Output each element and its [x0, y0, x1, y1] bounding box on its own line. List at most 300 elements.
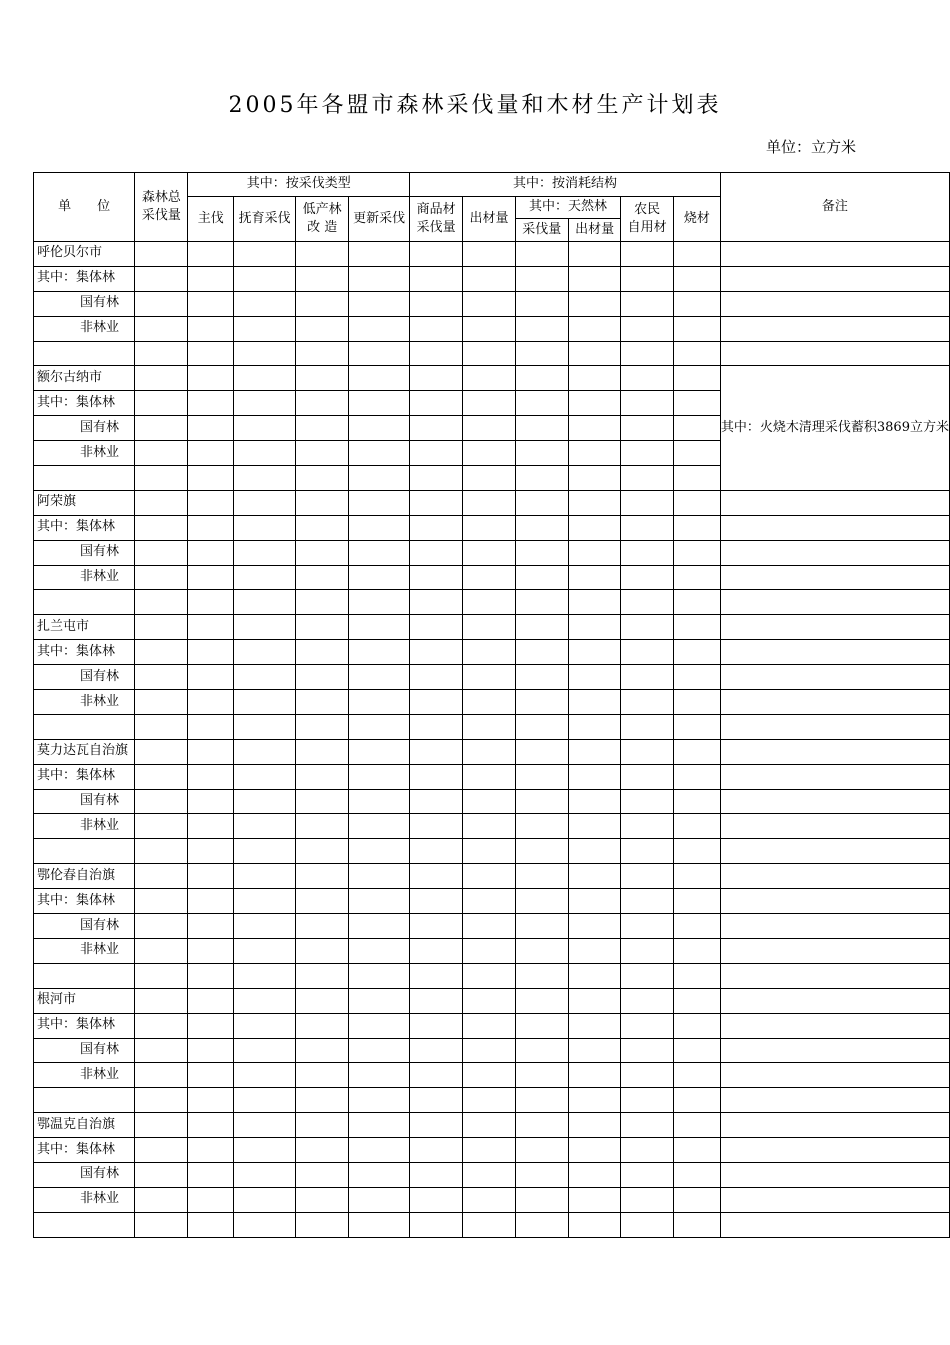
- value-cell: [720, 316, 949, 341]
- value-cell: [568, 266, 621, 291]
- value-cell: [463, 540, 516, 565]
- value-cell: [410, 1187, 463, 1212]
- sub-collective-label: 其中：集体林: [34, 640, 135, 665]
- value-cell: [349, 938, 410, 963]
- value-cell: [463, 1162, 516, 1187]
- value-cell: [410, 1038, 463, 1063]
- value-cell: [720, 1138, 949, 1163]
- value-cell: [234, 490, 296, 515]
- value-cell: [673, 515, 720, 540]
- page-title: 2005年各盟市森林采伐量和木材生产计划表: [228, 93, 722, 118]
- region-name: 额尔古纳市: [34, 366, 135, 391]
- sub-state-label: 国有林: [34, 540, 135, 565]
- header-firewood: 烧材: [673, 197, 720, 242]
- value-cell: [410, 1063, 463, 1088]
- value-cell: [188, 640, 234, 665]
- value-cell: [621, 1212, 674, 1237]
- value-cell: [515, 938, 568, 963]
- value-cell: [296, 739, 349, 764]
- header-remarks: 备注: [720, 173, 949, 242]
- value-cell: [410, 341, 463, 366]
- value-cell: [296, 714, 349, 739]
- value-cell: [410, 714, 463, 739]
- value-cell: [410, 665, 463, 690]
- value-cell: [349, 1187, 410, 1212]
- value-cell: [234, 714, 296, 739]
- value-cell: [234, 764, 296, 789]
- value-cell: [349, 1013, 410, 1038]
- value-cell: [568, 1138, 621, 1163]
- value-cell: [568, 864, 621, 889]
- header-output: 出材量: [463, 197, 516, 242]
- value-cell: [515, 341, 568, 366]
- value-cell: [234, 266, 296, 291]
- value-cell: [463, 963, 516, 988]
- value-cell: [621, 914, 674, 939]
- value-cell: [349, 665, 410, 690]
- value-cell: [720, 764, 949, 789]
- value-cell: [568, 242, 621, 267]
- value-cell: [296, 640, 349, 665]
- value-cell: [188, 291, 234, 316]
- value-cell: [296, 1088, 349, 1113]
- value-cell: [673, 565, 720, 590]
- value-cell: [621, 366, 674, 391]
- value-cell: [349, 1038, 410, 1063]
- value-cell: [188, 764, 234, 789]
- header-natural-output: 出材量: [568, 219, 621, 242]
- value-cell: [673, 789, 720, 814]
- value-cell: [568, 515, 621, 540]
- value-cell: [463, 441, 516, 466]
- value-cell: [568, 366, 621, 391]
- header-total-harvest: [135, 173, 188, 242]
- value-cell: [673, 416, 720, 441]
- value-cell: [515, 1063, 568, 1088]
- value-cell: [568, 391, 621, 416]
- sub-state-label: 国有林: [34, 914, 135, 939]
- value-cell: [720, 1187, 949, 1212]
- value-cell: [296, 1063, 349, 1088]
- header-cut-main: 主伐: [188, 197, 234, 242]
- value-cell: [410, 938, 463, 963]
- value-cell: [135, 864, 188, 889]
- value-cell: [720, 266, 949, 291]
- sub-state-label: 国有林: [34, 1162, 135, 1187]
- value-cell: [135, 1162, 188, 1187]
- value-cell: [515, 466, 568, 491]
- value-cell: [135, 366, 188, 391]
- value-cell: [568, 814, 621, 839]
- value-cell: [296, 1113, 349, 1138]
- value-cell: [720, 1113, 949, 1138]
- value-cell: [463, 814, 516, 839]
- value-cell: [568, 441, 621, 466]
- value-cell: [673, 266, 720, 291]
- value-cell: [188, 1113, 234, 1138]
- header-cut-renew: 更新采伐: [349, 197, 410, 242]
- value-cell: [463, 714, 516, 739]
- value-cell: [673, 665, 720, 690]
- value-cell: [515, 814, 568, 839]
- value-cell: [673, 1013, 720, 1038]
- value-cell: [720, 988, 949, 1013]
- blank-cell: [34, 714, 135, 739]
- value-cell: [673, 466, 720, 491]
- value-cell: [234, 1113, 296, 1138]
- value-cell: [621, 341, 674, 366]
- value-cell: [568, 1162, 621, 1187]
- value-cell: [568, 1063, 621, 1088]
- value-cell: [673, 590, 720, 615]
- value-cell: [673, 341, 720, 366]
- value-cell: [234, 515, 296, 540]
- value-cell: [720, 540, 949, 565]
- value-cell: [673, 391, 720, 416]
- value-cell: [410, 242, 463, 267]
- value-cell: [568, 1187, 621, 1212]
- value-cell: [673, 1138, 720, 1163]
- value-cell: [720, 515, 949, 540]
- value-cell: [568, 963, 621, 988]
- table-row: [34, 266, 950, 291]
- value-cell: [720, 242, 949, 267]
- value-cell: [135, 266, 188, 291]
- header-farmer: [621, 197, 674, 242]
- value-cell: [568, 416, 621, 441]
- value-cell: [410, 1013, 463, 1038]
- value-cell: [296, 1038, 349, 1063]
- value-cell: [515, 242, 568, 267]
- sub-collective-label: 其中：集体林: [34, 391, 135, 416]
- value-cell: [720, 714, 949, 739]
- value-cell: [515, 914, 568, 939]
- table-row: [34, 1212, 950, 1237]
- value-cell: [349, 764, 410, 789]
- value-cell: [234, 864, 296, 889]
- value-cell: [234, 316, 296, 341]
- value-cell: [720, 739, 949, 764]
- value-cell: [135, 789, 188, 814]
- table-row: [34, 1063, 950, 1088]
- value-cell: [673, 441, 720, 466]
- value-cell: [188, 889, 234, 914]
- value-cell: [188, 690, 234, 715]
- value-cell: [234, 690, 296, 715]
- header-farmer-line1: 农民: [634, 202, 661, 217]
- header-lowyield-line1: 低产林: [302, 202, 342, 217]
- value-cell: [621, 1162, 674, 1187]
- value-cell: [515, 714, 568, 739]
- value-cell: [515, 889, 568, 914]
- value-cell: [515, 1138, 568, 1163]
- value-cell: [349, 341, 410, 366]
- value-cell: [188, 490, 234, 515]
- value-cell: [621, 739, 674, 764]
- value-cell: [568, 540, 621, 565]
- value-cell: [234, 590, 296, 615]
- value-cell: [463, 839, 516, 864]
- value-cell: [568, 615, 621, 640]
- value-cell: [720, 889, 949, 914]
- sub-collective-label: 其中：集体林: [34, 1138, 135, 1163]
- value-cell: [463, 242, 516, 267]
- value-cell: [673, 490, 720, 515]
- value-cell: [463, 490, 516, 515]
- table-row: [34, 938, 950, 963]
- value-cell: [296, 466, 349, 491]
- value-cell: [234, 988, 296, 1013]
- value-cell: [296, 266, 349, 291]
- table-row: [34, 789, 950, 814]
- value-cell: [621, 690, 674, 715]
- value-cell: [410, 690, 463, 715]
- value-cell: [568, 889, 621, 914]
- sub-nonforest-label: 非林业: [34, 1187, 135, 1212]
- value-cell: [410, 1138, 463, 1163]
- value-cell: [568, 590, 621, 615]
- blank-cell: [34, 466, 135, 491]
- value-cell: [349, 515, 410, 540]
- table-row: [34, 814, 950, 839]
- value-cell: [135, 665, 188, 690]
- value-cell: [188, 416, 234, 441]
- sub-nonforest-label: 非林业: [34, 565, 135, 590]
- value-cell: [463, 1212, 516, 1237]
- value-cell: [720, 490, 949, 515]
- value-cell: [720, 565, 949, 590]
- value-cell: [720, 341, 949, 366]
- value-cell: [410, 814, 463, 839]
- value-cell: [720, 291, 949, 316]
- value-cell: [515, 490, 568, 515]
- value-cell: [463, 690, 516, 715]
- sub-nonforest-label: 非林业: [34, 814, 135, 839]
- blank-cell: [34, 341, 135, 366]
- value-cell: [234, 441, 296, 466]
- value-cell: [410, 490, 463, 515]
- value-cell: [349, 540, 410, 565]
- value-cell: [621, 988, 674, 1013]
- value-cell: [673, 366, 720, 391]
- value-cell: [515, 441, 568, 466]
- table-row: [34, 1013, 950, 1038]
- header-group-consumption: 其中：按消耗结构: [410, 173, 721, 197]
- table-row: [34, 242, 950, 267]
- value-cell: [410, 963, 463, 988]
- value-cell: [349, 565, 410, 590]
- value-cell: [296, 316, 349, 341]
- blank-cell: [34, 963, 135, 988]
- value-cell: [349, 615, 410, 640]
- table-row: [34, 1088, 950, 1113]
- value-cell: [135, 1113, 188, 1138]
- value-cell: [720, 963, 949, 988]
- value-cell: [568, 466, 621, 491]
- value-cell: [515, 1013, 568, 1038]
- value-cell: [296, 889, 349, 914]
- region-name: 鄂伦春自治旗: [34, 864, 135, 889]
- table-row: [34, 1187, 950, 1212]
- value-cell: [296, 1212, 349, 1237]
- sub-state-label: 国有林: [34, 416, 135, 441]
- value-cell: [621, 764, 674, 789]
- value-cell: [515, 515, 568, 540]
- value-cell: [621, 391, 674, 416]
- table-row: [34, 864, 950, 889]
- value-cell: [349, 988, 410, 1013]
- value-cell: [515, 988, 568, 1013]
- value-cell: [135, 764, 188, 789]
- value-cell: [568, 665, 621, 690]
- value-cell: [188, 266, 234, 291]
- value-cell: [463, 640, 516, 665]
- value-cell: [568, 565, 621, 590]
- header-lowyield-line2: 改 造: [307, 220, 338, 235]
- value-cell: [296, 665, 349, 690]
- value-cell: [621, 1038, 674, 1063]
- value-cell: [188, 739, 234, 764]
- value-cell: [234, 640, 296, 665]
- value-cell: [463, 316, 516, 341]
- value-cell: [673, 864, 720, 889]
- header-natural-cut: 采伐量: [515, 219, 568, 242]
- value-cell: [188, 1187, 234, 1212]
- value-cell: [463, 938, 516, 963]
- value-cell: [349, 1063, 410, 1088]
- value-cell: [135, 640, 188, 665]
- value-cell: [673, 814, 720, 839]
- value-cell: [410, 515, 463, 540]
- value-cell: [410, 391, 463, 416]
- unit-label: 单位：立方米: [766, 138, 857, 156]
- value-cell: [673, 242, 720, 267]
- table-row: [34, 988, 950, 1013]
- value-cell: [410, 1088, 463, 1113]
- value-cell: [135, 714, 188, 739]
- value-cell: [296, 1187, 349, 1212]
- table-row: [34, 490, 950, 515]
- value-cell: [410, 864, 463, 889]
- header-commercial: [410, 197, 463, 242]
- value-cell: [349, 814, 410, 839]
- value-cell: [568, 988, 621, 1013]
- value-cell: [463, 864, 516, 889]
- value-cell: [720, 590, 949, 615]
- header-cut-tending: 抚育采伐: [234, 197, 296, 242]
- value-cell: [463, 1187, 516, 1212]
- table-row: [34, 291, 950, 316]
- value-cell: [410, 466, 463, 491]
- value-cell: [135, 1013, 188, 1038]
- value-cell: [135, 739, 188, 764]
- value-cell: [296, 864, 349, 889]
- value-cell: [188, 1162, 234, 1187]
- value-cell: [673, 316, 720, 341]
- value-cell: [234, 466, 296, 491]
- value-cell: [296, 242, 349, 267]
- region-name: 扎兰屯市: [34, 615, 135, 640]
- value-cell: [673, 291, 720, 316]
- sub-nonforest-label: 非林业: [34, 938, 135, 963]
- value-cell: [135, 316, 188, 341]
- value-cell: [673, 1113, 720, 1138]
- value-cell: [673, 764, 720, 789]
- value-cell: [188, 665, 234, 690]
- value-cell: [349, 690, 410, 715]
- header-commercial-line1: 商品材: [416, 202, 456, 217]
- sub-state-label: 国有林: [34, 665, 135, 690]
- sub-state-label: 国有林: [34, 1038, 135, 1063]
- value-cell: [621, 565, 674, 590]
- value-cell: [234, 789, 296, 814]
- sub-nonforest-label: 非林业: [34, 1063, 135, 1088]
- value-cell: [410, 590, 463, 615]
- value-cell: [720, 1013, 949, 1038]
- value-cell: [349, 1113, 410, 1138]
- region-name: 阿荣旗: [34, 490, 135, 515]
- value-cell: [234, 914, 296, 939]
- value-cell: [188, 988, 234, 1013]
- value-cell: [188, 1063, 234, 1088]
- value-cell: [463, 366, 516, 391]
- sub-collective-label: 其中：集体林: [34, 764, 135, 789]
- value-cell: [673, 938, 720, 963]
- value-cell: [135, 889, 188, 914]
- table-row: [34, 665, 950, 690]
- value-cell: [188, 615, 234, 640]
- value-cell: [234, 1038, 296, 1063]
- value-cell: [188, 1013, 234, 1038]
- value-cell: [135, 938, 188, 963]
- value-cell: [621, 615, 674, 640]
- value-cell: [296, 789, 349, 814]
- table-row: [34, 341, 950, 366]
- value-cell: [188, 914, 234, 939]
- value-cell: [349, 291, 410, 316]
- table-row: [34, 316, 950, 341]
- value-cell: [296, 590, 349, 615]
- value-cell: [720, 789, 949, 814]
- value-cell: [296, 938, 349, 963]
- value-cell: [188, 540, 234, 565]
- sub-collective-label: 其中：集体林: [34, 266, 135, 291]
- value-cell: [673, 889, 720, 914]
- value-cell: [515, 1088, 568, 1113]
- sub-collective-label: 其中：集体林: [34, 889, 135, 914]
- value-cell: [621, 789, 674, 814]
- value-cell: [568, 1038, 621, 1063]
- table-row: [34, 565, 950, 590]
- table-row: [34, 963, 950, 988]
- value-cell: [673, 963, 720, 988]
- value-cell: [515, 665, 568, 690]
- region-name: 莫力达瓦自治旗: [34, 739, 135, 764]
- value-cell: [410, 739, 463, 764]
- value-cell: [135, 590, 188, 615]
- value-cell: [135, 391, 188, 416]
- value-cell: [135, 242, 188, 267]
- value-cell: [188, 590, 234, 615]
- value-cell: [234, 1063, 296, 1088]
- value-cell: [515, 764, 568, 789]
- table-row: [34, 640, 950, 665]
- value-cell: [188, 391, 234, 416]
- value-cell: [349, 889, 410, 914]
- value-cell: [234, 889, 296, 914]
- value-cell: [349, 441, 410, 466]
- value-cell: [621, 291, 674, 316]
